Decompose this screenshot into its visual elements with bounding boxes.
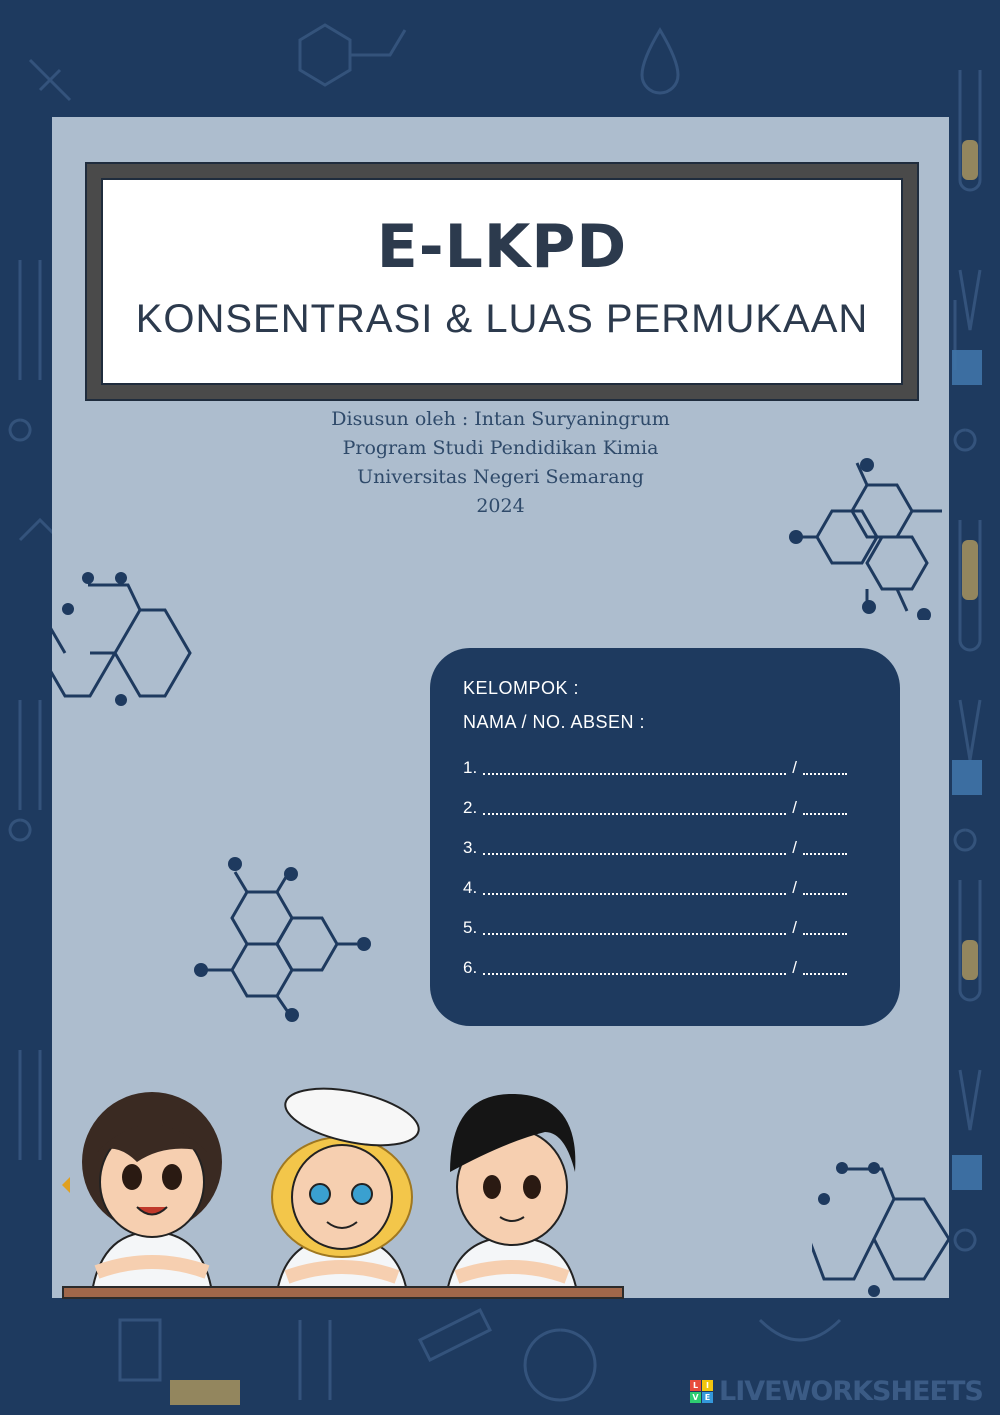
year-line: 2024 [476,495,525,517]
title-frame [85,162,919,401]
absen-blank[interactable] [803,963,847,975]
molecule-icon-bottom-right [812,1157,952,1297]
absen-blank[interactable] [803,763,847,775]
row-separator: / [792,798,797,817]
absen-blank[interactable] [803,923,847,935]
molecule-icon-right [787,455,952,620]
row-number: 5. [463,918,478,937]
kid-boy-black-hair [447,1094,577,1292]
program-line: Program Studi Pendidikan Kimia [342,437,659,459]
name-blank[interactable] [483,883,786,895]
absen-blank[interactable] [803,803,847,815]
name-row-1[interactable] [463,758,853,778]
watermark-text: LIVEWORKSHEETS [719,1375,983,1407]
kid-girl-blonde-beret [272,1078,424,1292]
name-row-2[interactable] [463,798,853,818]
name-row-4[interactable] [463,878,853,898]
row-separator: / [792,838,797,857]
shelf-bar [62,1286,624,1299]
row-number: 6. [463,958,478,977]
absen-blank[interactable] [803,843,847,855]
name-row-3[interactable] [463,838,853,858]
molecule-icon-left [52,567,202,712]
names-label: NAMA / NO. ABSEN : [463,712,646,732]
name-row-5[interactable] [463,918,853,938]
row-separator: / [792,918,797,937]
author-line: Disusun oleh : Intan Suryaningrum [331,408,670,430]
group-label: KELOMPOK : [463,678,580,698]
name-blank[interactable] [483,963,786,975]
name-row-6[interactable] [463,958,853,978]
row-separator: / [792,958,797,977]
liveworksheets-watermark [690,1376,983,1406]
name-blank[interactable] [483,763,786,775]
kid-girl-dark-hair [62,1092,222,1292]
group-form-card [430,648,900,1026]
title-box [101,178,903,385]
row-number: 2. [463,798,478,817]
absen-blank[interactable] [803,883,847,895]
kids-scientists-illustration [52,1072,652,1292]
university-line: Universitas Negeri Semarang [357,466,644,488]
page-subtitle: KONSENTRASI & LUAS PERMUKAAN [135,297,869,341]
liveworksheets-logo-icon: L I V E [690,1380,713,1403]
row-separator: / [792,878,797,897]
name-blank[interactable] [483,843,786,855]
row-number: 3. [463,838,478,857]
row-number: 1. [463,758,478,777]
name-blank[interactable] [483,923,786,935]
row-number: 4. [463,878,478,897]
row-separator: / [792,758,797,777]
worksheet-cover [52,117,949,1298]
molecule-icon-middle [192,852,377,1027]
page-title: E-LKPD [376,212,628,282]
name-blank[interactable] [483,803,786,815]
